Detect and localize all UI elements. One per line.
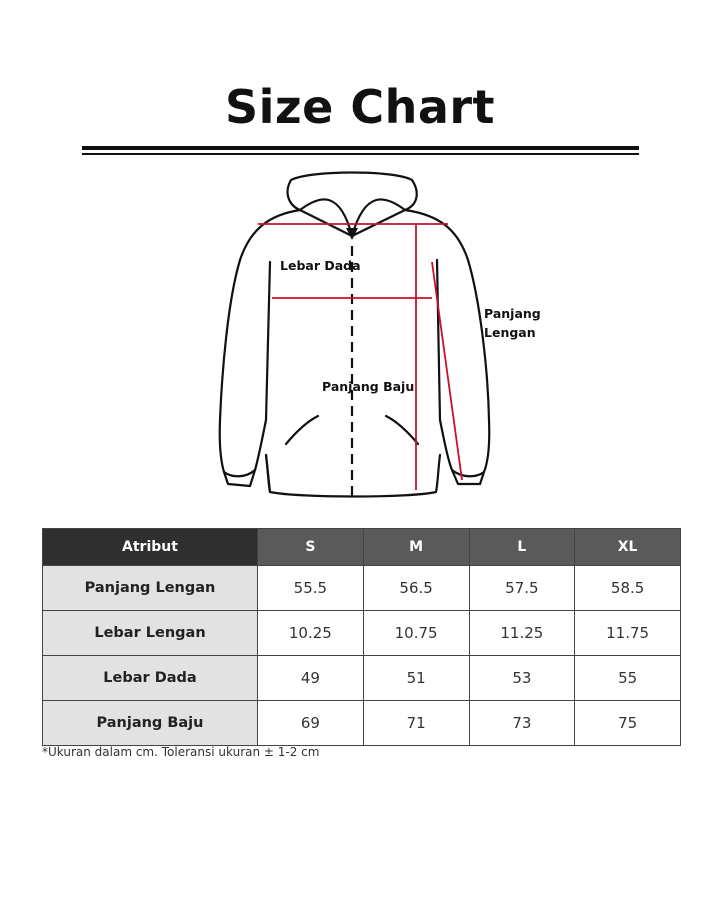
table-header-row [43, 529, 681, 566]
row-label: Lebar Lengan [43, 611, 258, 656]
table-cell: 55.5 [258, 566, 364, 611]
header-cell: Atribut [43, 529, 258, 566]
row-label: Panjang Lengan [43, 566, 258, 611]
table-cell: 57.5 [469, 566, 575, 611]
hoodie-illustration [200, 165, 530, 505]
table-cell: 69 [258, 701, 364, 746]
table-cell: 71 [363, 701, 469, 746]
table-cell: 53 [469, 656, 575, 701]
label-panjang-lengan-line2: Lengan [484, 325, 536, 340]
size-table [42, 528, 681, 746]
table-cell: 10.25 [258, 611, 364, 656]
table-cell: 58.5 [575, 566, 681, 611]
label-lebar-dada: Lebar Dada [280, 258, 361, 273]
table-cell: 49 [258, 656, 364, 701]
table-row [43, 656, 681, 701]
table-cell: 51 [363, 656, 469, 701]
table-row [43, 566, 681, 611]
label-panjang-baju: Panjang Baju [322, 379, 415, 394]
table-row [43, 611, 681, 656]
table-cell: 11.25 [469, 611, 575, 656]
table-cell: 73 [469, 701, 575, 746]
row-label: Lebar Dada [43, 656, 258, 701]
table-cell: 55 [575, 656, 681, 701]
header-cell: XL [575, 529, 681, 566]
table-cell: 56.5 [363, 566, 469, 611]
page-title: Size Chart [224, 80, 496, 134]
table-row [43, 701, 681, 746]
header-cell: M [363, 529, 469, 566]
label-panjang-lengan [484, 304, 554, 342]
header-cell: S [258, 529, 364, 566]
header-cell: L [469, 529, 575, 566]
row-label: Panjang Baju [43, 701, 258, 746]
table-cell: 10.75 [363, 611, 469, 656]
title-underline-thin [82, 153, 639, 155]
title-underline-thick [82, 146, 639, 150]
size-note: *Ukuran dalam cm. Toleransi ukuran ± 1-2 cm [42, 745, 320, 759]
label-panjang-lengan-line1: Panjang [484, 306, 541, 321]
table-cell: 75 [575, 701, 681, 746]
table-cell: 11.75 [575, 611, 681, 656]
